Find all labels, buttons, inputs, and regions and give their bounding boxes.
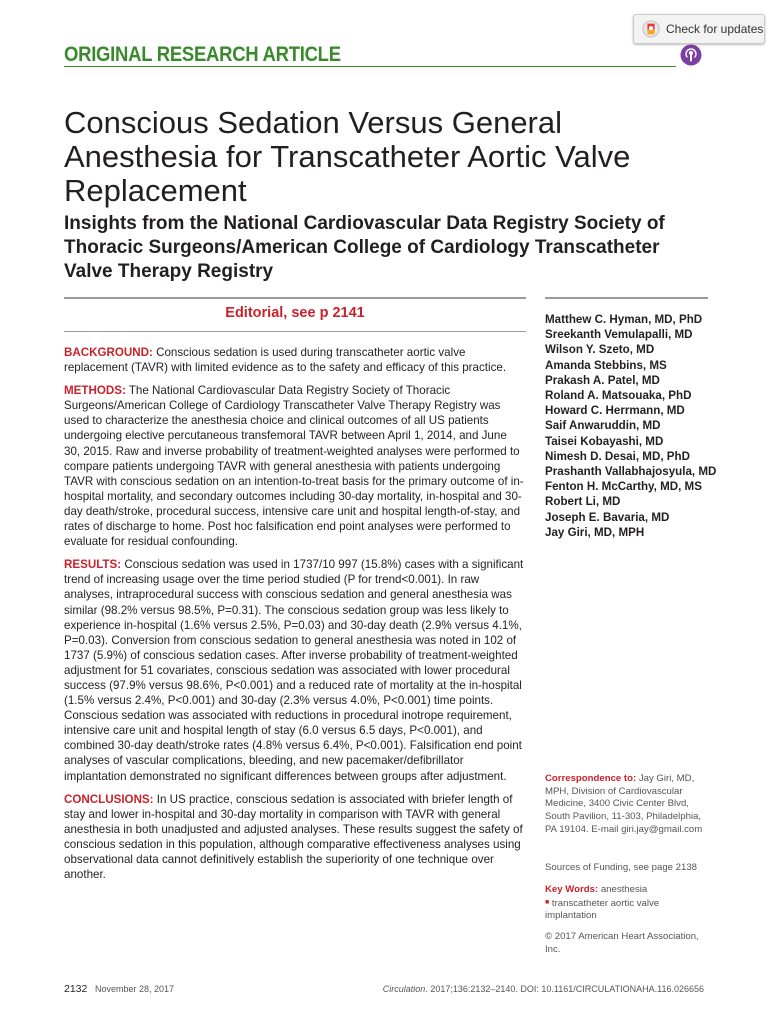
section-label: METHODS: — [64, 384, 126, 398]
section-label: BACKGROUND: — [64, 346, 153, 359]
header-rule — [64, 66, 676, 67]
section-label: RESULTS: — [64, 558, 122, 572]
issue-date: November 28, 2017 — [95, 984, 175, 994]
author-name: Sreekanth Vemulapalli, MD — [545, 328, 693, 342]
check-for-updates-label: Check for updates — [666, 22, 764, 36]
podcast-icon[interactable] — [680, 44, 702, 66]
editorial-link[interactable]: Editorial, see p 2141 — [225, 305, 365, 321]
article-type-label: ORIGINAL RESEARCH ARTICLE — [64, 43, 341, 66]
author-name: Taisei Kobayashi, MD — [545, 434, 664, 448]
abstract-results — [64, 557, 526, 783]
author-name: Prashanth Vallabhajosyula, MD — [545, 465, 717, 479]
citation-text: . 2017;136:2132–2140. DOI: 10.1161/CIRCULATIONAHA.116.026656 — [425, 984, 704, 994]
correspondence-label: Correspondence to: — [545, 773, 637, 784]
article-title: Conscious Sedation Versus General Anesthesia for Transcatheter Aortic Valve Replacement — [64, 105, 631, 208]
author-name: Fenton H. McCarthy, MD, MS — [545, 480, 702, 494]
abstract-methods — [64, 383, 526, 549]
keyword[interactable]: transcatheter aortic valve implantation — [545, 897, 660, 922]
author-name: Nimesh D. Desai, MD, PhD — [545, 449, 690, 463]
editorial-rule — [64, 331, 526, 332]
crossmark-icon — [642, 20, 660, 38]
copyright: © 2017 American Heart Association, Inc. — [545, 931, 699, 955]
abstract — [64, 345, 526, 890]
author-name: Robert Li, MD — [545, 495, 621, 509]
author-name: Saif Anwaruddin, MD — [545, 419, 661, 433]
author-name: Roland A. Matsouaka, PhD — [545, 389, 692, 403]
author-name: Prakash A. Patel, MD — [545, 373, 660, 387]
page-number: 2132 — [64, 983, 88, 995]
section-text: Conscious sedation was used in 1737/10 997 (15.8%) cases with a significant trend of increasing usage over the time period studied (P for trend<0.001). In raw analyses, intraprocedural success with conscious sedation and general anesthesia was similar (98.2% versus 98.5%, P=0.31). The conscious sedation group was less likely to experience in-hospital (1.6% versus 2.5%, P=0.03) and 30-day death (2.9% versus 4.1%, P=0.03). Conversion from conscious sedation to general anesthesia was noted in 102 of 1737 (5.9%) of conscious sedation cases. After inverse probability of treatment-weighted adjustment for 51 covariates, conscious sedation was associated with lower procedural success (97.9% versus 98.6%, P<0.001) and a reduced rate of mortality at the in-hospital (1.5% versus 2.4%, P<0.001) and 30-day (2.3% versus 4.0%, P<0.001) time points. Conscious sedation was associated with reductions in procedural inotrope requirement, intensive care unit and hospital length of stay (6.0 versus 6.5 days, P<0.001), and combined 30-day death/stroke rates (4.8% versus 6.4%, P<0.001). Falsification end point analyses of vascular complications, bleeding, and new pacemaker/defibrillator implantation demonstrated no significant differences between groups after adjustment. — [64, 558, 524, 783]
section-label: CONCLUSIONS: — [64, 792, 154, 806]
author-name: Matthew C. Hyman, MD, PhD — [545, 313, 703, 326]
section-text: The National Cardiovascular Data Registry Society of Thoracic Surgeons/American College of Cardiology Transcatheter Valve Therapy Registry was used to characterize the anesthesia choice and clinical outcomes of all US patients undergoing elective percutaneous transfemoral TAVR between April 1, 2014, and June 30, 2015. Raw and inverse probability of treatment-weighted analyses were performed to compare patients undergoing TAVR with general anesthesia with patients undergoing TAVR with conscious sedation on an intention-to-treat basis for the primary outcome of in-hospital mortality, and secondary outcomes including 30-day mortality, in-hospital and 30-day death/stroke, procedural success, intensive care unit and hospital length-of-stay, and rates of discharge to home. Post hoc falsification end point analyses were performed to evaluate for residual confounding. — [64, 384, 524, 549]
journal-name: Circulation — [382, 984, 426, 994]
author-list — [545, 312, 720, 540]
keywords-label: Key Words: — [545, 884, 599, 895]
section-text: Conscious sedation is used during transcatheter aortic valve replacement (TAVR) with limited evidence as to the safety and efficacy of this practice. — [64, 346, 507, 375]
funding-note: Sources of Funding, see page 2138 — [545, 862, 698, 873]
keyword[interactable]: anesthesia — [600, 884, 648, 895]
section-text: In US practice, conscious sedation is associated with briefer length of stay and lower in-hospital and 30-day mortality in comparison with TAVR with general anesthesia in both unadjusted and adjusted analyses. These results suggest the safety of conscious sedation in this population, although comparative effectiveness analyses using observational data cannot definitively establish the superiority of one technique over another. — [64, 792, 523, 882]
author-name: Wilson Y. Szeto, MD — [545, 343, 655, 357]
abstract-top-rule — [64, 297, 526, 299]
article-subtitle: Insights from the National Cardiovascular Data Registry Society of Thoracic Surgeons/American College of Cardiology Transcatheter Valve Therapy Registry — [64, 213, 665, 282]
check-for-updates-button[interactable] — [633, 14, 765, 44]
author-name: Jay Giri, MD, MPH — [545, 525, 645, 539]
author-name: Howard C. Herrmann, MD — [545, 404, 685, 418]
authors-top-rule — [545, 297, 708, 299]
author-name: Amanda Stebbins, MS — [545, 358, 667, 372]
abstract-conclusions — [64, 792, 526, 883]
keywords — [545, 884, 713, 923]
correspondence-text: Jay Giri, MD, MPH, Division of Cardiovascular Medicine, 3400 Civic Center Blvd, South Pavilion, 11-303, Philadelphia, PA 19104. E-mail giri.jay@gmail.com — [545, 773, 703, 835]
author-name: Joseph E. Bavaria, MD — [545, 510, 670, 524]
bullet-icon: ■ — [545, 898, 550, 906]
correspondence — [545, 773, 713, 837]
abstract-background — [64, 345, 526, 375]
citation — [383, 984, 704, 994]
